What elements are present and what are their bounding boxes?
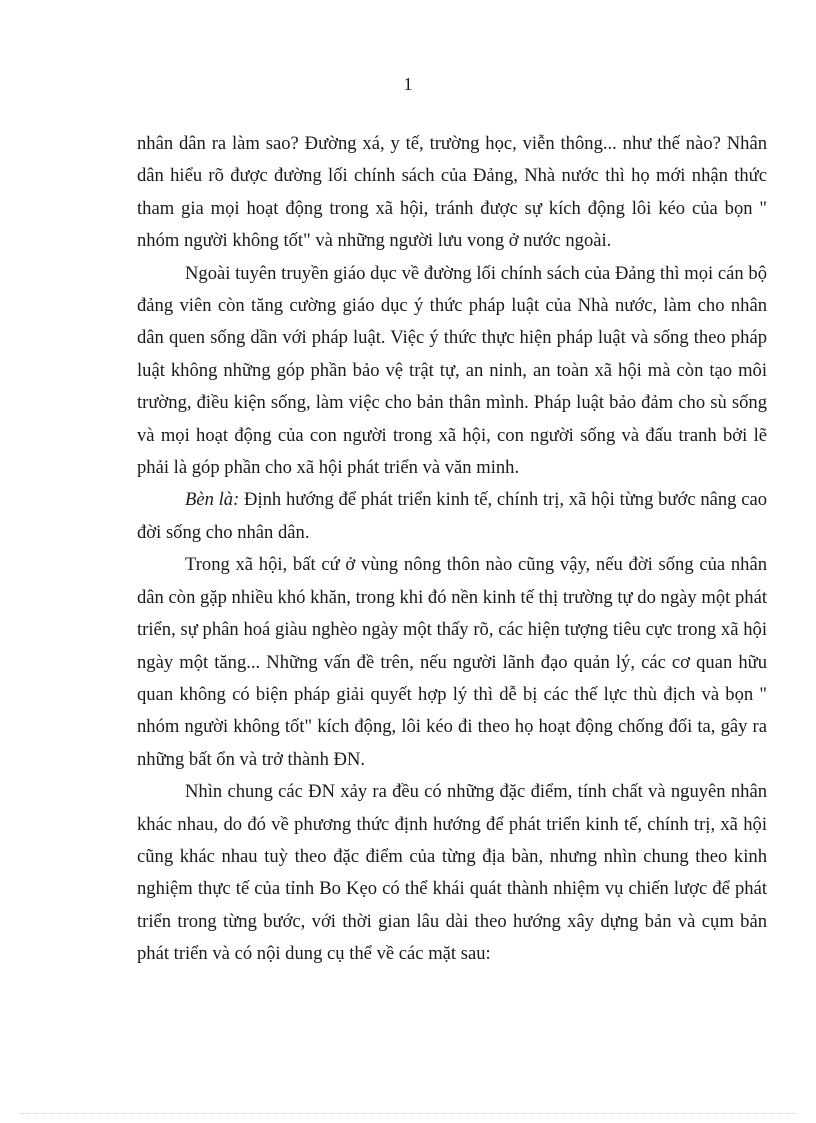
paragraph-2: Ngoài tuyên truyền giáo dục về đường lối chính sách của Đảng thì mọi cán bộ đảng viên còn tăng cường giáo dục ý thức pháp luật của Nhà nước, làm cho nhân dân quen sống dần với pháp luật. Việc ý thức thực hiện pháp luật và sống theo pháp luật không những góp phần bảo vệ trật tự, an ninh, an toàn xã hội mà còn tạo môi trường, điều kiện sống, làm việc cho bản thân mình. Pháp luật bảo đảm cho sù sống và mọi hoạt động của con người trong xã hội, con người sống và đấu tranh bởi lẽ phải là góp phần cho xã hội phát triển và văn minh. — [137, 262, 767, 479]
paragraph-3 — [137, 484, 767, 549]
page-bottom-divider — [20, 1113, 796, 1114]
paragraph-3-lead: Bèn là: — [185, 489, 240, 511]
paragraph-3-text: Định hướng để phát triển kinh tế, chính trị, xã hội từng bước nâng cao đời sống cho nhân dân. — [137, 489, 767, 543]
page-number: 1 — [403, 74, 413, 94]
paragraph-5: Nhìn chung các ĐN xảy ra đều có những đặc điểm, tính chất và nguyên nhân khác nhau, do đó về phương thức định hướng để phát triển kinh tế, chính trị, xã hội cũng khác nhau tuỳ theo đặc điểm của từng địa bàn, nhưng nhìn chung theo kinh nghiệm thực tế của tỉnh Bo Kẹo có thể khái quát thành nhiệm vụ chiến lược để phát triển trong từng bước, với thời gian lâu dài theo hướng xây dựng bản và cụm bản phát triển và có nội dung cụ thể về các mặt sau: — [137, 781, 767, 965]
paragraph-1: nhân dân ra làm sao? Đường xá, y tế, trường học, viễn thông... như thế nào? Nhân dân hiểu rõ được đường lối chính sách của Đảng, Nhà nước thì họ mới nhận thức tham gia mọi hoạt động trong xã hội, tránh được sự kích động lôi kéo của bọn " nhóm người không tốt" và những người lưu vong ở nước ngoài. — [137, 133, 767, 252]
paragraph-4: Trong xã hội, bất cứ ở vùng nông thôn nào cũng vậy, nếu đời sống của nhân dân còn gặp nhiều khó khăn, trong khi đó nền kinh tế thị trường tự do ngày một phát triển, sự phân hoá giàu nghèo ngày một thấy rõ, các hiện tượng tiêu cực trong xã hội ngày một tăng... Những vấn đề trên, nếu người lãnh đạo quản lý, các cơ quan hữu quan không có biện pháp giải quyết hợp lý thì dễ bị các thế lực thù địch và bọn " nhóm người không tốt" kích động, lôi kéo đi theo họ hoạt động chống đối ta, gây ra những bất ổn và trở thành ĐN. — [137, 554, 767, 770]
document-body — [137, 128, 767, 971]
